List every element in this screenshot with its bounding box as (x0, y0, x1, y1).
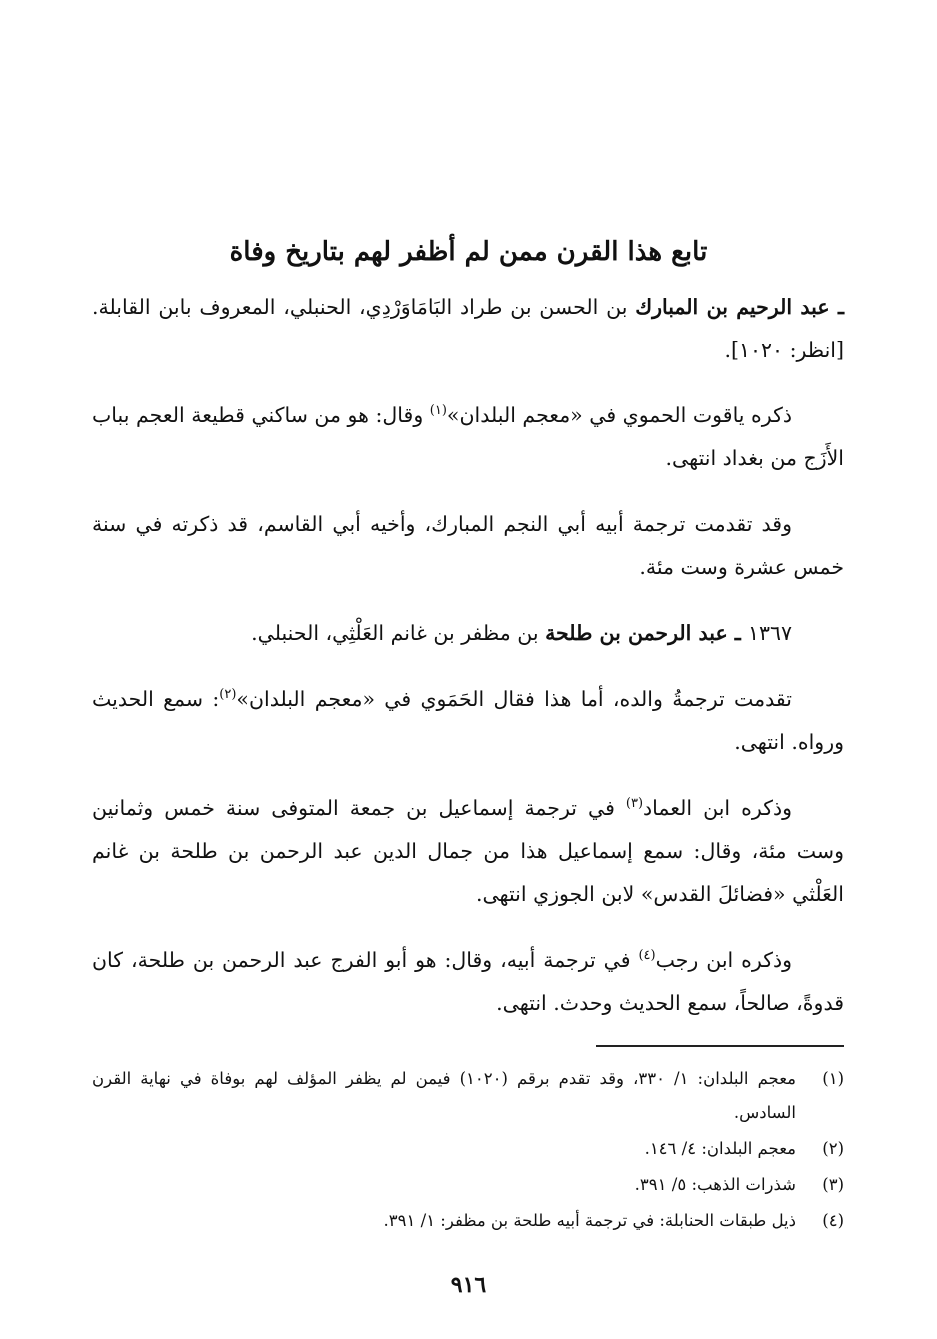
paragraph-ibn-rajab (92, 939, 844, 1025)
footnote-text: ذيل طبقات الحنابلة: في ترجمة أبيه طلحة بن مظفر: ١/ ٣٩١. (383, 1211, 796, 1230)
paragraph-text: ذكره ياقوت الحموي في «معجم البلدان» (446, 403, 792, 427)
entry-text: بن الحسن بن طراد البَامَاوَرْدِي، الحنبلي، المعروف بابن القابلة. [انظر: ١٠٢٠]. (92, 295, 844, 362)
entry-abd-al-rahim (92, 286, 844, 372)
footnote-ref-2: (٢) (219, 687, 237, 703)
paragraph-text: وذكره ابن رجب (655, 948, 792, 972)
footnote-number: (١) (822, 1069, 844, 1088)
footnote-number: (٢) (822, 1139, 844, 1158)
footnote-text: معجم البلدان: ٤/ ١٤٦. (644, 1139, 796, 1158)
paragraph-hamawi (92, 678, 844, 764)
paragraph-text: : سمع الحديث ورواه. انتهى. (92, 687, 844, 754)
footnote-text: معجم البلدان: ١/ ٣٣٠، وقد تقدم برقم (١٠٢٠) فيمن لم يظفر المؤلف لهم بوفاة في نهاية القرن السادس. (92, 1069, 796, 1122)
footnote-3 (92, 1168, 844, 1202)
paragraph-text: وقال: هو من ساكني قطيعة العجم بباب الأَزَج من بغداد انتهى. (92, 403, 844, 470)
footnote-divider (596, 1045, 844, 1047)
footnote-1 (92, 1062, 844, 1130)
footnote-4 (92, 1204, 844, 1238)
paragraph-text: في ترجمة أبيه، وقال: هو أبو الفرج عبد الرحمن بن طلحة، كان قدوةً، صالحاً، سمع الحديث وحدث. انتهى. (92, 948, 844, 1015)
paragraph-text: في ترجمة إسماعيل بن جمعة المتوفى سنة خمس وثمانين وست مئة، وقال: سمع إسماعيل هذا من جمال الدين عبد الرحمن بن طلحة بن غانم العَلْثي «فضائلَ القدس» لابن الجوزي انتهى. (92, 796, 844, 906)
footnote-ref-1: (١) (429, 403, 447, 419)
footnotes (92, 1062, 844, 1240)
entry-text: بن مظفر بن غانم العَلْثِي، الحنبلي. (251, 621, 546, 645)
footnote-ref-4: (٤) (638, 948, 656, 964)
paragraph-yaqut (92, 394, 844, 480)
footnote-text: شذرات الذهب: ٥/ ٣٩١. (634, 1175, 796, 1194)
main-text (92, 286, 844, 1048)
footnote-number: (٣) (822, 1175, 844, 1194)
footnote-2 (92, 1132, 844, 1166)
page-number: ٩١٦ (450, 1272, 487, 1298)
paragraph-text: وذكره ابن العماد (643, 796, 792, 820)
paragraph-father: وقد تقدمت ترجمة أبيه أبي النجم المبارك، وأخيه أبي القاسم، قد ذكرته في سنة خمس عشرة وست مئة. (92, 512, 844, 579)
entry-name: ـ عبد الرحمن بن طلحة (545, 621, 748, 645)
footnote-number: (٤) (822, 1211, 844, 1230)
paragraph-ibn-imad (92, 787, 844, 916)
paragraph-text: تقدمت ترجمةُ والده، أما هذا فقال الحَمَوي في «معجم البلدان» (236, 687, 793, 711)
entry-name: ـ عبد الرحيم بن المبارك (635, 295, 844, 319)
footnote-ref-3: (٣) (625, 796, 644, 812)
section-heading: تابع هذا القرن ممن لم أظفر لهم بتاريخ وفاة (229, 237, 708, 267)
entry-number: ١٣٦٧ (747, 621, 792, 645)
entry-1367 (92, 612, 844, 655)
